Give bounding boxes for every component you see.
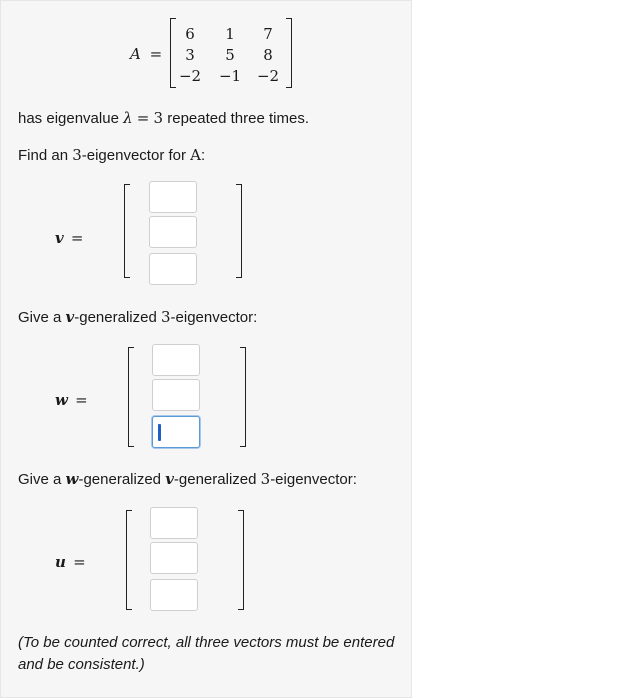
- question-3-prompt: [18, 469, 357, 490]
- vector-w-symbol: w: [55, 391, 68, 409]
- vector-v-label: [55, 228, 83, 249]
- vector-w-left-bracket: [128, 347, 134, 447]
- matrix-label: [130, 44, 162, 64]
- vector-w-right-bracket: [240, 347, 246, 447]
- q3-prefix: Give a: [18, 471, 62, 488]
- q3-middle-1: -generalized: [78, 471, 162, 488]
- matrix-cell-2-2: −2: [256, 67, 280, 85]
- statement-suffix: repeated three times.: [167, 110, 309, 127]
- vector-v-right-bracket: [236, 184, 242, 278]
- matrix-cell-2-1: −1: [218, 67, 242, 85]
- vector-u-left-bracket: [126, 510, 132, 610]
- v-entry-3[interactable]: [149, 253, 197, 285]
- matrix-cell-0-2: 7: [263, 25, 273, 43]
- q1-matrix: A: [190, 146, 201, 164]
- w-entry-1[interactable]: [152, 344, 200, 376]
- question-2-prompt: [18, 307, 257, 328]
- lambda-symbol: λ: [123, 109, 133, 127]
- eigenvalue-value: 3: [153, 109, 164, 127]
- vector-v-equals: =: [70, 229, 84, 247]
- vector-u-right-bracket: [238, 510, 244, 610]
- statement-prefix: has eigenvalue: [18, 110, 119, 127]
- statement-equals: =: [136, 109, 150, 127]
- u-entry-3[interactable]: [150, 579, 198, 611]
- matrix-name: A: [130, 45, 141, 63]
- vector-u-symbol: u: [55, 553, 66, 571]
- matrix-cell-1-2: 8: [263, 46, 273, 64]
- vector-v-symbol: v: [55, 229, 64, 247]
- q3-middle-2: -generalized: [173, 471, 257, 488]
- question-1-prompt: [18, 145, 205, 166]
- matrix-cell-1-0: 3: [185, 46, 195, 64]
- q1-prefix: Find an: [18, 147, 69, 164]
- q2-prefix: Give a: [18, 309, 62, 326]
- eigenvalue-statement: [18, 108, 309, 129]
- q1-colon: :: [201, 147, 206, 164]
- vector-w-label: [55, 390, 88, 411]
- q2-middle: -generalized: [74, 309, 157, 326]
- text-cursor: [158, 424, 161, 441]
- vector-u-equals: =: [73, 553, 86, 571]
- q3-vector-w: w: [65, 470, 79, 488]
- matrix-cell-0-1: 1: [225, 25, 235, 43]
- vector-w-equals: =: [75, 391, 88, 409]
- q3-number: 3: [260, 470, 271, 488]
- consistency-note: (To be counted correct, all three vectors must be entered and be consistent.): [18, 634, 395, 673]
- q1-middle: -eigenvector for: [81, 147, 186, 164]
- vector-u-label: [55, 552, 86, 573]
- matrix-cell-1-1: 5: [225, 46, 235, 64]
- q2-number: 3: [160, 308, 171, 326]
- matrix-a: [170, 18, 292, 90]
- v-entry-1[interactable]: [149, 181, 197, 213]
- matrix-equals: =: [149, 45, 163, 63]
- q2-vector-v: v: [65, 308, 75, 326]
- v-entry-2[interactable]: [149, 216, 197, 248]
- vector-v-left-bracket: [124, 184, 130, 278]
- u-entry-2[interactable]: [150, 542, 198, 574]
- matrix-cell-0-0: 6: [185, 25, 195, 43]
- q1-number: 3: [72, 146, 82, 164]
- matrix-cell-2-0: −2: [178, 67, 202, 85]
- w-entry-2[interactable]: [152, 379, 200, 411]
- q2-suffix: -eigenvector:: [170, 309, 258, 326]
- u-entry-1[interactable]: [150, 507, 198, 539]
- q3-suffix: -eigenvector:: [270, 471, 357, 488]
- q3-vector-v: v: [165, 470, 174, 488]
